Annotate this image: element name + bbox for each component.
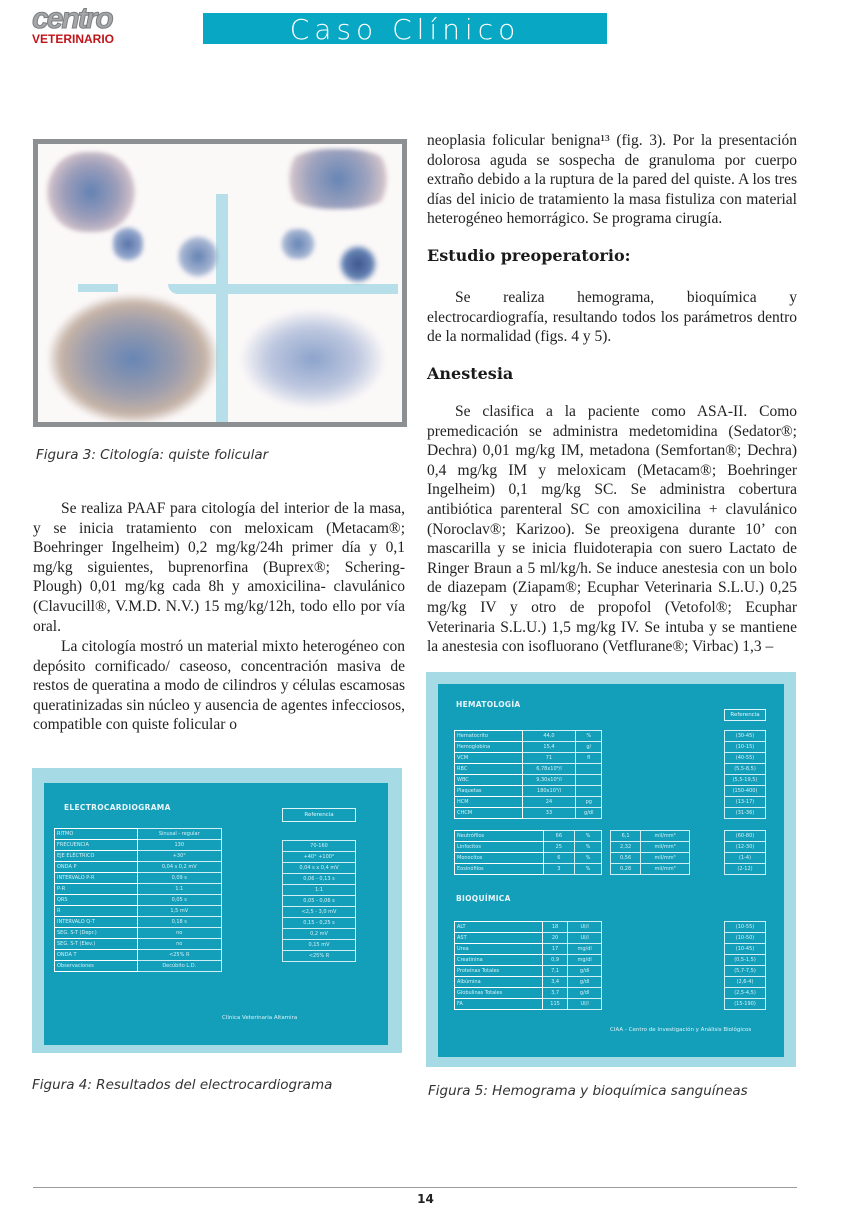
table-row [283,852,356,863]
param-cell: ONDA P [55,862,138,873]
biochemistry-table [454,921,602,1010]
table-row [611,853,690,864]
table-row [725,864,766,875]
table-row [725,797,766,808]
value-cell: 17 [542,944,567,955]
table-row [725,831,766,842]
ref-cell: 0,04 s x 0,4 mV [283,863,356,874]
table-row [283,929,356,940]
unit-cell: % [575,853,602,864]
unit-cell: g/dl [568,977,602,988]
param-cell: AST [455,933,543,944]
param-cell: SEG. S-T (Depr.) [55,928,138,939]
differential-reference-table [724,830,766,875]
table-row [611,864,690,875]
right-paragraph-2: Se clasifica a la paciente como ASA-II. Como premedicación se administra medetomidina (Sedator®; Dechra) 0,01 mg/kg IM, metadona (Semfortan®; Dechra) 0,4 mg/kg IM y meloxicam (Metacam®; Boehringer Ingelheim) 0,1 mg/kg SC. Se administra cobertura antibiótica parenteral SC con amoxicilina + clavulánico (Noroclav®; Karizoo). Se preoxigena durante 10’ con mascarilla y se inicia fluidoterapia con suero Lactato de Ringer Braun a 5 ml/kg/h. Se induce anestesia con un bolo de diazepam (Ziapam®; Ecuphar Veterinaria S.L.U.) 0,25 mg/kg IV y otro de propofol (Vetofol®; Ecuphar Veterinaria S.L.U.) 1,5 mg/kg IV. Se intuba y se mantiene la anestesia con isofluorano (Vetflurane®; Virbac) 1,3 – [427,403,797,656]
table-row [55,961,222,972]
table-row [283,841,356,852]
ref-cell: 0,06 - 0,13 s [283,874,356,885]
ref-cell: <25% R [283,951,356,962]
param-cell: FA [455,999,543,1010]
table-row [55,840,222,851]
unit-cell: % [575,842,602,853]
hematology-title: HEMATOLOGÍA [456,700,521,709]
table-row [725,853,766,864]
ref-cell: (10-45) [725,944,766,955]
abs-cell: 6,1 [611,831,641,842]
value-cell: 44,0 [522,731,576,742]
table-row [55,873,222,884]
figure-4-ecg-table [32,768,402,1053]
unit-cell: g/dl [568,966,602,977]
value-cell: 180x10³/l [522,786,576,797]
ref-cell: 0,05 - 0,06 s [283,896,356,907]
ref-cell: (2-12) [725,864,766,875]
ref-cell: (15-190) [725,999,766,1010]
abs_unit-cell: mil/mm³ [641,853,690,864]
table-row [455,955,602,966]
param-cell: INTERVALO P-R [55,873,138,884]
table-row [725,966,766,977]
table-row [55,884,222,895]
table-row [55,862,222,873]
table-row [725,955,766,966]
ref-cell: 0,2 mV [283,929,356,940]
unit-cell: g/dl [568,988,602,999]
param-cell: EJE ELÉCTRICO [55,851,138,862]
logo [32,2,132,48]
table-row [55,829,222,840]
abs_unit-cell: mil/mm³ [641,842,690,853]
ref-cell: +40° +100° [283,852,356,863]
unit-cell [576,775,602,786]
param-cell: Urea [455,944,543,955]
abs-cell: 0,28 [611,864,641,875]
ecg-title: ELECTROCARDIOGRAMA [64,803,171,812]
table-row [455,988,602,999]
hematology-reference-table [724,730,766,819]
table-row [725,944,766,955]
ecg-footer: Clínica Veterinaria Altamira [222,1015,298,1021]
table-row [725,731,766,742]
unit-cell: fl [576,753,602,764]
ref-cell: (30-45) [725,731,766,742]
value-cell: 0,09 s [137,873,222,884]
left-paragraph-2: La citología mostró un material mixto heterogéneo con depósito cornificado/ caseoso, concentración masiva de restos de queratina a modo de cilindros y células escamosas queratinizadas sin núcleo y ausencia de agentes infecciosos, compatible con quiste folicular o [33,638,405,734]
value-cell: 20 [542,933,567,944]
figure-3-cytology-image [33,139,407,427]
ref-cell: (2,5-4,5) [725,988,766,999]
param-cell: CHCM [455,808,523,819]
param-cell: P-R [55,884,138,895]
param-cell: VCM [455,753,523,764]
table-row [283,863,356,874]
param-cell: RBC [455,764,523,775]
table-row [55,917,222,928]
param-cell: FRECUENCIA [55,840,138,851]
table-row [725,988,766,999]
unit-cell: mg/dl [568,955,602,966]
param-cell: WBC [455,775,523,786]
param-cell: INTERVALO Q-T [55,917,138,928]
abs_unit-cell: mil/mm³ [641,864,690,875]
section-banner: Caso Clínico [203,13,607,44]
value-cell: 66 [543,831,574,842]
differential-table [454,830,602,875]
table-row [55,950,222,961]
footer-divider [33,1187,797,1188]
unit-cell: UI/l [568,999,602,1010]
ref-cell: (40-55) [725,753,766,764]
ecg-reference-label: Referencia [282,808,356,822]
unit-cell: g/dl [576,808,602,819]
value-cell: 0,18 s [137,917,222,928]
unit-cell: mg/dl [568,944,602,955]
param-cell: Creatinina [455,955,543,966]
ref-cell: (60-80) [725,831,766,842]
table-row [455,808,602,819]
value-cell: 15,4 [522,742,576,753]
value-cell: Sinusal - regular [137,829,222,840]
param-cell: Neutrófilos [455,831,544,842]
table-row [283,907,356,918]
table-row [455,944,602,955]
table-row [455,797,602,808]
table-row [455,831,602,842]
ref-cell: (12-30) [725,842,766,853]
param-cell: ALT [455,922,543,933]
table-row [455,966,602,977]
abs-cell: 2,32 [611,842,641,853]
param-cell: Eosinófilos [455,864,544,875]
param-cell: Hematocrito [455,731,523,742]
table-row [283,940,356,951]
value-cell: 0,05 s [137,895,222,906]
value-cell: 9,30x10³/l [522,775,576,786]
ref-cell: 1:1 [283,885,356,896]
unit-cell: UI/l [568,922,602,933]
right-paragraph-1: Se realiza hemograma, bioquímica y electrocardiografía, resultando todos los parámetros dentro de la normalidad (figs. 4 y 5). [427,289,797,346]
ref-cell: (5,5-19,5) [725,775,766,786]
ref-cell: (10-15) [725,742,766,753]
ref-cell: (1-4) [725,853,766,864]
table-row [725,808,766,819]
ref-cell: (150-400) [725,786,766,797]
param-cell: Plaquetas [455,786,523,797]
unit-cell: UI/l [568,933,602,944]
right-paragraph-0: neoplasia folicular benigna¹³ (fig. 3). Por la presentación dolorosa aguda se sospecha de granuloma por cuerpo extraño debido a la ruptura de la pared del quiste. A los tres días del inicio de tratamiento la masa fistuliza con material heterogéneo hemorrágico. Se programa cirugía. [427,132,797,228]
table-row [455,786,602,797]
table-row [725,842,766,853]
table-row [725,977,766,988]
table-row [725,764,766,775]
unit-cell: % [575,831,602,842]
unit-cell: pg [576,797,602,808]
table-row [455,922,602,933]
table-row [455,731,602,742]
ref-cell: (0,5-1,5) [725,955,766,966]
param-cell: QRS [55,895,138,906]
table-row [283,885,356,896]
value-cell: +30° [137,851,222,862]
figure-3-caption: Figura 3: Citología: quiste folicular [36,447,269,463]
table-row [725,786,766,797]
value-cell: 1,5 mV [137,906,222,917]
ref-cell: <2,5 - 3,0 mV [283,907,356,918]
table-row [55,851,222,862]
ref-cell: (10-50) [725,933,766,944]
ref-cell: 0,15 - 0,25 s [283,918,356,929]
value-cell: 6,78x10⁶/l [522,764,576,775]
table-row [455,933,602,944]
table-row [611,831,690,842]
heading-anesthesia: Anestesia [427,364,514,383]
unit-cell [576,786,602,797]
value-cell: 6 [543,853,574,864]
table-row [283,896,356,907]
unit-cell: % [575,864,602,875]
table-row [455,977,602,988]
table-row [725,999,766,1010]
unit-cell: g/ [576,742,602,753]
value-cell: 71 [522,753,576,764]
value-cell: 3,7 [542,988,567,999]
table-row [725,742,766,753]
biochemistry-title: BIOQUÍMICA [456,894,511,903]
value-cell: no [137,928,222,939]
value-cell: 7,1 [542,966,567,977]
param-cell: Linfocitos [455,842,544,853]
value-cell: 24 [522,797,576,808]
logo-centro-text: centro [32,2,112,35]
value-cell: 3 [543,864,574,875]
ref-cell: 70-160 [283,841,356,852]
value-cell: Decúbito L.D. [137,961,222,972]
table-row [55,939,222,950]
heading-preoperative-study: Estudio preoperatorio: [427,246,631,265]
param-cell: Observaciones [55,961,138,972]
figure-5-caption: Figura 5: Hemograma y bioquímica sanguíneas [428,1083,748,1099]
param-cell: RITMO [55,829,138,840]
value-cell: 115 [542,999,567,1010]
differential-absolute-table [610,830,690,875]
ref-cell: (5,5-8,5) [725,764,766,775]
lab-footer: CIAA - Centro de Investigación y Análisis Biológicos [610,1027,752,1033]
ref-cell: 0,15 mV [283,940,356,951]
abs-cell: 0,56 [611,853,641,864]
table-row [283,918,356,929]
table-row [725,775,766,786]
ecg-reference-table [282,840,356,962]
page-number: 14 [417,1192,434,1206]
param-cell: ONDA T [55,950,138,961]
biochemistry-reference-table [724,921,766,1010]
table-row [283,874,356,885]
param-cell: Monocitos [455,853,544,864]
unit-cell [576,764,602,775]
param-cell: SEG. S-T (Elev.) [55,939,138,950]
value-cell: 0,04 s 0,2 mV [137,862,222,873]
value-cell: 18 [542,922,567,933]
table-row [55,895,222,906]
param-cell: R [55,906,138,917]
abs_unit-cell: mil/mm³ [641,831,690,842]
figure-4-caption: Figura 4: Resultados del electrocardiograma [32,1077,333,1093]
table-row [725,922,766,933]
ref-cell: (5,7-7,5) [725,966,766,977]
left-paragraph-1: Se realiza PAAF para citología del interior de la masa, y se inicia tratamiento con meloxicam (Metacam®; Boehringer Ingelheim) 0,2 mg/kg/24h primer día y 0,1 mg/kg siguientes, buprenorfina (Buprex®; Schering-Plough) 0,01 mg/kg cada 8h y amoxicilina- clavulánico (Clavucill®, V.M.D. N.V.) 15 mg/kg/12h, todo ello por vía oral. [33,500,405,635]
table-row [455,775,602,786]
value-cell: 130 [137,840,222,851]
ref-cell: (31-36) [725,808,766,819]
table-row [455,764,602,775]
table-row [455,999,602,1010]
table-row [455,853,602,864]
hematology-table [454,730,602,819]
value-cell: 33 [522,808,576,819]
ecg-results-table [54,828,222,972]
table-row [725,933,766,944]
value-cell: 25 [543,842,574,853]
param-cell: HCM [455,797,523,808]
ref-cell: (10-55) [725,922,766,933]
table-row [455,864,602,875]
table-row [455,753,602,764]
param-cell: Hemoglobina [455,742,523,753]
param-cell: Proteínas Totales [455,966,543,977]
value-cell: 1:1 [137,884,222,895]
ref-cell: (13-17) [725,797,766,808]
value-cell: no [137,939,222,950]
logo-veterinario-text: VETERINARIO [32,32,115,46]
hema-reference-label: Referencia [724,709,766,721]
value-cell: 0,9 [542,955,567,966]
table-row [55,928,222,939]
table-row [55,906,222,917]
table-row [283,951,356,962]
value-cell: <25% R [137,950,222,961]
table-row [455,742,602,753]
table-row [455,842,602,853]
param-cell: Albúmina [455,977,543,988]
param-cell: Globulinas Totales [455,988,543,999]
value-cell: 3,4 [542,977,567,988]
unit-cell: % [576,731,602,742]
table-row [611,842,690,853]
ref-cell: (2,6-4) [725,977,766,988]
figure-5-blood-tables [426,672,796,1067]
table-row [725,753,766,764]
